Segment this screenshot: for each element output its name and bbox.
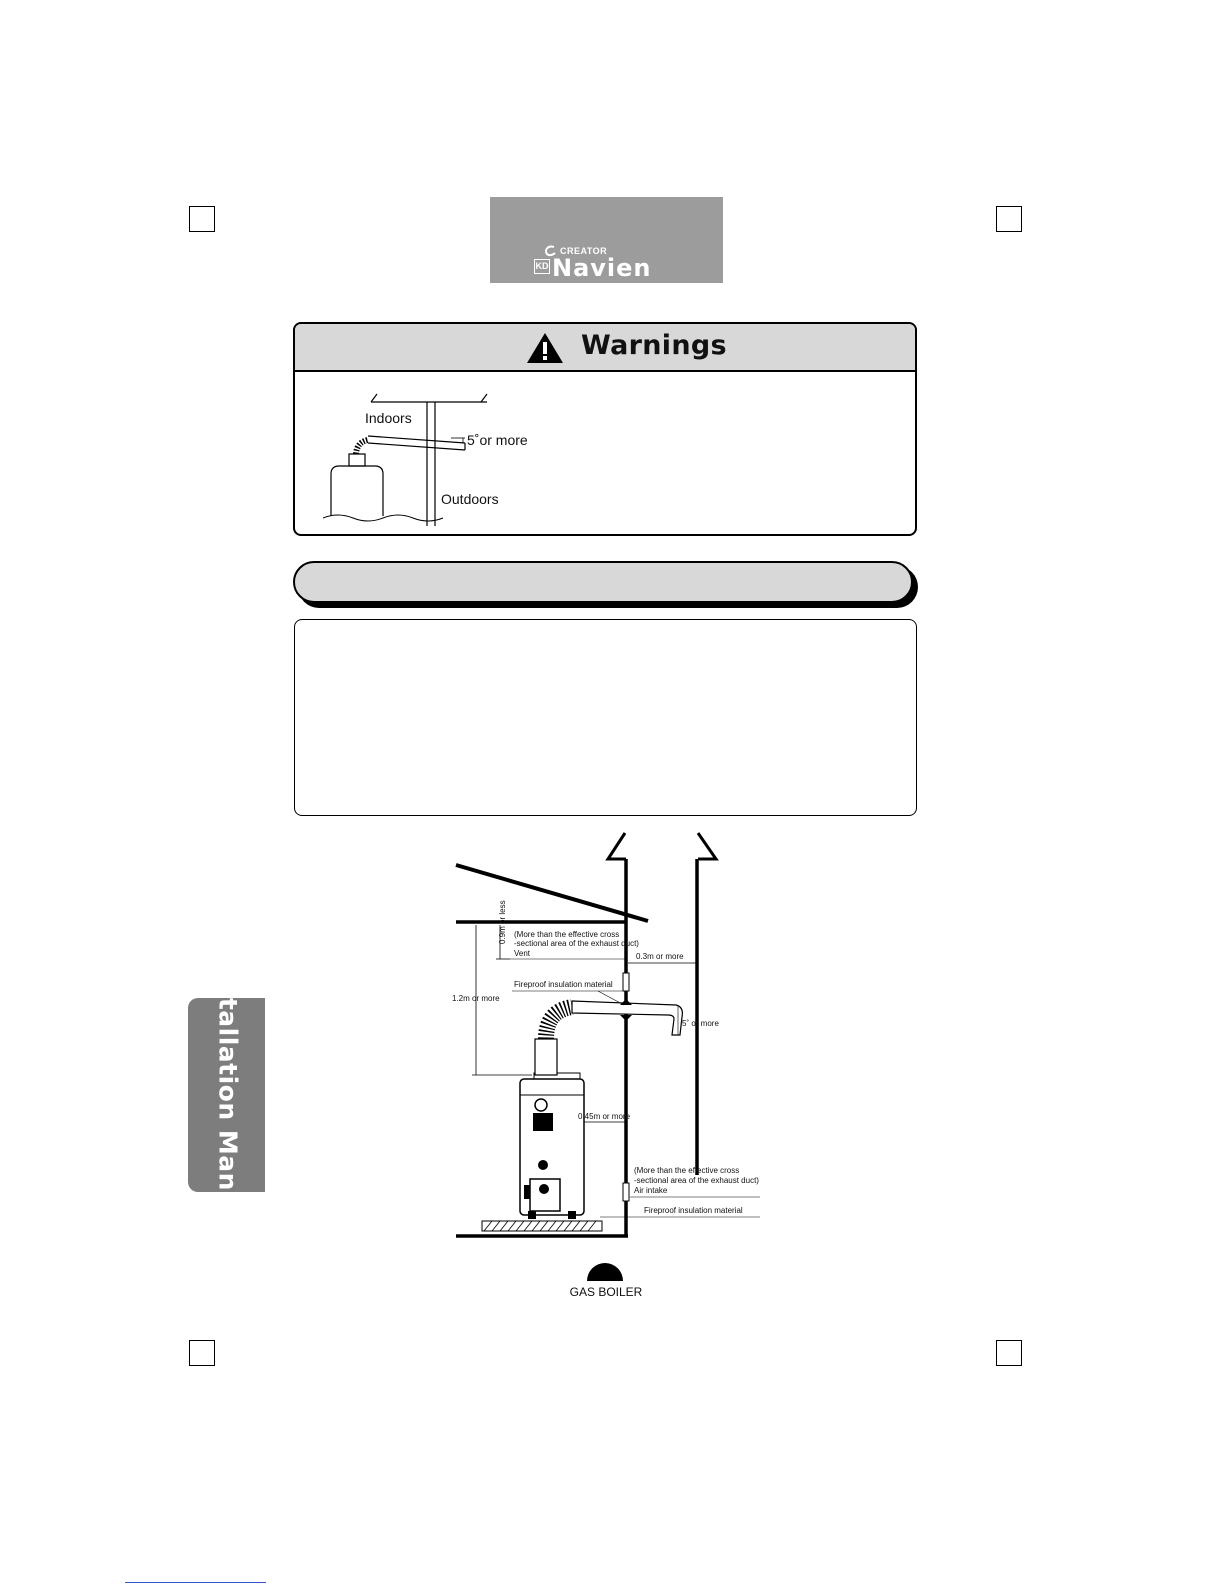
footer-dome-icon: [587, 1263, 623, 1281]
diagram-label-0-3m: 0.3m or more: [636, 952, 684, 961]
label-outdoors: Outdoors: [441, 491, 499, 507]
section-heading-bar: [293, 561, 913, 603]
registration-mark-top-left: [189, 206, 215, 232]
diagram-label-1-2m: 1.2m or more: [452, 994, 500, 1003]
diagram-label-fireproof-top: Fireproof insulation material: [514, 980, 613, 989]
logo-kd-mark: KD: [534, 259, 550, 274]
side-tab: [188, 954, 265, 1236]
warnings-title: Warnings: [581, 330, 727, 361]
diagram-note-top-line2: -sectional area of the exhaust duct): [514, 939, 639, 948]
diagram-label-0-9m: 0.9m or less: [498, 900, 507, 944]
navien-logo: [490, 197, 723, 283]
label-indoors: Indoors: [365, 410, 412, 426]
section-content-box: [294, 619, 917, 816]
diagram-note-bottom-line2: -sectional area of the exhaust duct): [634, 1176, 759, 1185]
warning-triangle-icon: [526, 332, 564, 364]
registration-mark-bottom-right: [996, 1340, 1022, 1366]
footer-label: GAS BOILER: [569, 1285, 643, 1299]
bottom-rule: [125, 1582, 266, 1583]
label-angle-5-degrees: 5˚or more: [467, 432, 528, 448]
warnings-box: [293, 322, 917, 536]
diagram-label-0-45m: 0.45m or more: [578, 1112, 631, 1121]
registration-mark-top-right: [996, 206, 1022, 232]
diagram-label-fireproof-bottom: Fireproof insulation material: [644, 1206, 743, 1215]
logo-brand-name: Navien: [552, 254, 652, 282]
vent-slope-illustration: [323, 380, 563, 530]
diagram-label-air-intake: Air intake: [634, 1186, 668, 1195]
diagram-note-top-line1: (More than the effective cross: [514, 930, 620, 939]
warnings-header: [295, 324, 915, 372]
diagram-label-angle: 5˚ or more: [682, 1019, 719, 1028]
logo-creator-text: CREATOR: [560, 246, 608, 256]
side-tab-label: Installation Manual: [213, 954, 243, 1236]
diagram-label-vent: Vent: [514, 949, 531, 958]
registration-mark-bottom-left: [189, 1340, 215, 1366]
diagram-note-bottom-line1: (More than the effective cross: [634, 1166, 740, 1175]
